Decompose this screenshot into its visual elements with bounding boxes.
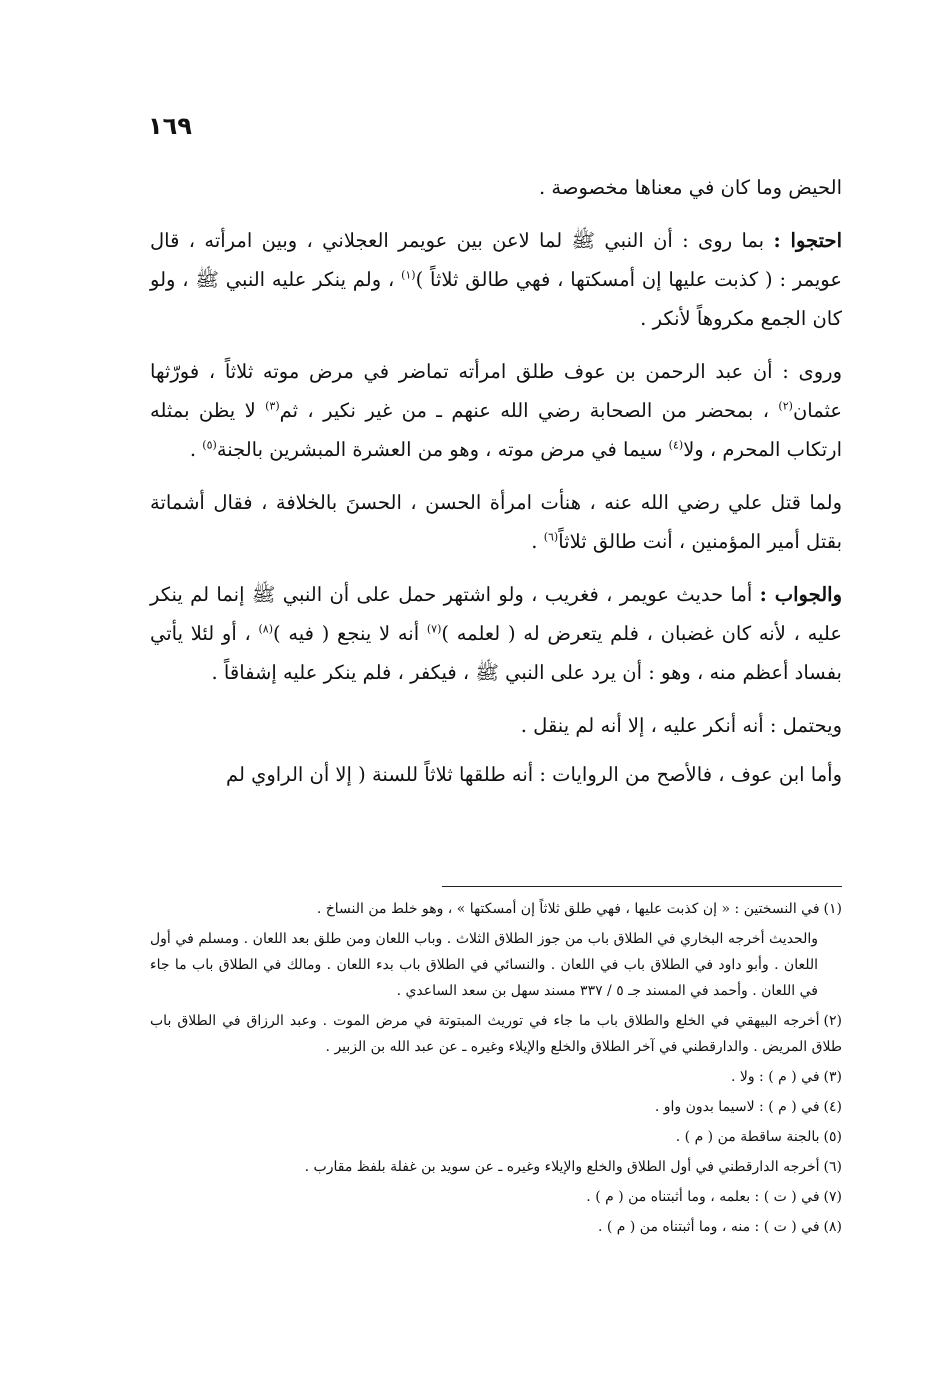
page-number: ١٦٩: [148, 112, 192, 140]
paragraph-7: [150, 755, 842, 794]
footnote-number: (٢): [823, 1013, 842, 1029]
footnote-number: (٣): [823, 1069, 842, 1085]
footnote-text: بالجنة ساقطة من ( م ) .: [675, 1129, 820, 1145]
footnote-number: (١): [823, 901, 842, 917]
paragraph-text: سيما في مرض موته ، وهو من العشرة المبشرين بالجنة: [216, 438, 669, 461]
paragraph-text: ، أو لئلا يأتي بفساد أعظم منه ، وهو : أن يرد على النبي ﷺ ، فيكفر ، فلم ينكر عليه إشفاقاً .: [150, 622, 842, 684]
paragraph-text: ، بمحضر من الصحابة رضي الله عنهم ـ من غير نكير ، ثم: [279, 399, 779, 422]
footnote-ref: (٤): [668, 438, 684, 452]
footnote-divider: [442, 886, 842, 887]
footnote-text: أخرجه الدارقطني في أول الطلاق والخلع والإيلاء وغيره ـ عن سويد بن غفلة بلفظ مقارب .: [304, 1159, 820, 1175]
footnote-ref: (٣): [265, 399, 280, 413]
paragraph-text: لا يظن بمثله ارتكاب المحرم ، ولا: [150, 399, 842, 461]
paragraph-text: أما حديث عويمر ، فغريب ، ولو اشتهر حمل على أن النبي ﷺ إنما لم ينكر عليه ، لأنه كان غضبان ، فلم يتعرض له ( لعلمه ): [150, 583, 842, 645]
footnote-ref: (٢): [778, 399, 793, 413]
paragraph-text: وأما ابن عوف ، فالأصح من الروايات : أنه طلقها ثلاثاً للسنة ( إلا أن الراوي لم: [225, 763, 842, 786]
paragraph-text: ويحتمل : أنه أنكر عليه ، إلا أنه لم ينقل .: [520, 714, 842, 737]
footnote-6: [150, 1154, 842, 1180]
footnote-text: في النسختين : « إن كذبت عليها ، فهي طلق ثلاثاً إن أمسكتها » ، وهو خلط من النساخ .: [316, 901, 820, 917]
paragraph-4: [150, 483, 842, 561]
footnote-3: [150, 1064, 842, 1090]
paragraph-text: وروى : أن عبد الرحمن بن عوف طلق امرأته تماضر في مرض موته ثلاثاً ، فورّثها عثمان: [150, 360, 842, 422]
paragraph-text: ، ولم ينكر عليه النبي ﷺ ، ولو كان الجمع مكروهاً لأنكر .: [150, 268, 842, 330]
footnote-number: (٤): [823, 1099, 842, 1115]
paragraph-6: [150, 706, 842, 745]
footnote-text: في ( ت ) : بعلمه ، وما أثبتناه من ( م ) .: [586, 1189, 820, 1205]
footnote-ref: (٦): [543, 530, 559, 544]
paragraph-1: [150, 168, 842, 207]
paragraph-2: [150, 221, 842, 338]
paragraph-text: .: [189, 438, 203, 461]
footnote-1: [150, 896, 842, 922]
footnote-2: [150, 1008, 842, 1060]
main-body-text: [150, 168, 842, 808]
footnote-ref: (٥): [202, 438, 217, 452]
paragraph-text: .: [531, 530, 544, 553]
footnote-5: [150, 1124, 842, 1150]
paragraph-text: الحيض وما كان في معناها مخصوصة .: [539, 176, 842, 199]
paragraph-text: بما روى : أن النبي ﷺ لما لاعن بين عويمر العجلاني ، وبين امرأته ، قال عويمر : ( كذبت عليها إن أمسكتها ، فهي طالق ثلاثاً ): [150, 229, 842, 291]
footnote-7: [150, 1184, 842, 1210]
paragraph-lead: والجواب :: [759, 583, 842, 606]
footnote-number: (٥): [823, 1129, 842, 1145]
paragraph-lead: احتجوا :: [773, 229, 842, 252]
footnote-number: (٨): [823, 1219, 842, 1235]
paragraph-5: [150, 575, 842, 692]
footnote-number: (٧): [823, 1189, 842, 1205]
paragraph-text: أنه لا ينجع ( فيه ): [273, 622, 427, 645]
footnote-ref: (١): [401, 268, 416, 282]
footnotes-section: [150, 896, 842, 1244]
footnote-4: [150, 1094, 842, 1120]
footnote-text: في ( ت ) : منه ، وما أثبتناه من ( م ) .: [597, 1219, 820, 1235]
footnote-number: (٦): [823, 1159, 842, 1175]
footnote-1-continued: [150, 926, 842, 1004]
footnote-text: في ( م ) : لاسيما بدون واو .: [654, 1099, 820, 1115]
paragraph-3: [150, 352, 842, 469]
footnote-text: والحديث أخرجه البخاري في الطلاق باب من جوز الطلاق الثلاث . وباب اللعان ومن طلق بعد اللعان . ومسلم في أول اللعان . وأبو داود في الطلاق باب في اللعان . والنسائي في الطلاق باب بدء اللعان . ومالك في الطلاق باب ما جاء في اللعان . وأحمد في المسند جـ ٥ / ٣٣٧ مسند سهل بن سعد الساعدي .: [150, 931, 818, 999]
paragraph-text: ولما قتل علي رضي الله عنه ، هنأت امرأة الحسن ، الحسنَ بالخلافة ، فقال أشماتة بقتل أمير المؤمنين ، أنت طالق ثلاثاً: [150, 491, 842, 553]
footnote-text: في ( م ) : ولا .: [730, 1069, 820, 1085]
footnote-ref: (٧): [426, 622, 442, 636]
footnote-text: أخرجه البيهقي في الخلع والطلاق باب ما جاء في توريث المبتوتة في مرض الموت . وعبد الرزاق في الطلاق باب طلاق المريض . والدارقطني في آخر الطلاق والخلع والإيلاء وغيره ـ عن عبد الله بن الزبير .: [150, 1013, 842, 1055]
footnote-8: [150, 1214, 842, 1240]
footnote-ref: (٨): [258, 622, 274, 636]
